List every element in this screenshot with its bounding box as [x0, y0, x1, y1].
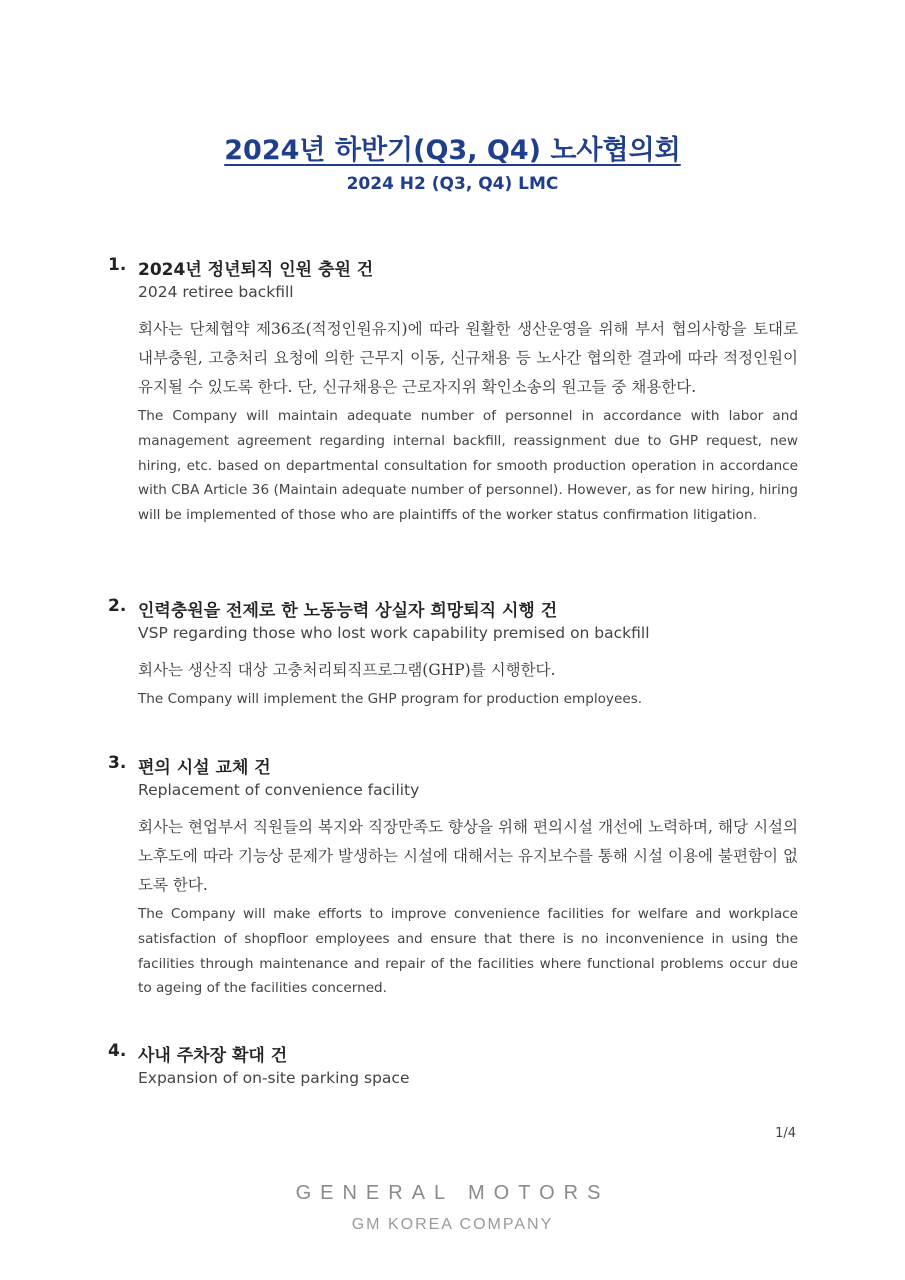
section-body-ko: 회사는 생산직 대상 고충처리퇴직프로그램(GHP)를 시행한다.	[138, 661, 556, 679]
section-body-ko: 회사는 단체협약 제36조(적정인원유지)에 따라 원활한 생산운영을 위해 부서 협의사항을 토대로 내부충원, 고충처리 요청에 의한 근무지 이동, 신규채용 등 노사간 협의한 결과에 따라 적정인원이 유지될 수 있도록 한다. 단, 신규채용은 근로자지위 확인소송의 원고들 중 채용한다.	[138, 320, 798, 396]
section-title-ko: 인력충원을 전제로 한 노동능력 상실자 희망퇴직 시행 건	[138, 601, 558, 621]
section-number: 1.	[108, 255, 127, 275]
section-title-en: VSP regarding those who lost work capability premised on backfill	[138, 624, 650, 642]
section-title-ko: 2024년 정년퇴직 인원 충원 건	[138, 260, 374, 280]
section-body-en: The Company will maintain adequate number of personnel in accordance with labor and management agreement regarding internal backfill, reassignment due to GHP request, new hiring, etc. based on departmental consultation for smooth production operation in accordance with CBA Article 36 (Maintain adequate number of personnel). However, as for new hiring, hiring will be implemented of those who are plaintiffs of the worker status confirmation litigation.	[138, 408, 798, 524]
footer-brand-logo: GENERAL MOTORS	[295, 1182, 610, 1204]
section-parking-expansion	[108, 1041, 808, 1087]
document-title: 2024년 하반기(Q3, Q4) 노사협의회	[224, 135, 681, 166]
section-body-ko: 회사는 현업부서 직원들의 복지와 직장만족도 향상을 위해 편의시설 개선에 노력하며, 해당 시설의 노후도에 따라 기능상 문제가 발생하는 시설에 대해서는 유지보수를 통해 시설 이용에 불편함이 없도록 한다.	[138, 818, 798, 894]
section-retiree-backfill	[108, 255, 808, 528]
section-convenience-facility	[108, 753, 808, 1001]
section-vsp	[108, 596, 808, 712]
document-subtitle: 2024 H2 (Q3, Q4) LMC	[346, 174, 559, 194]
section-title-en: Replacement of convenience facility	[138, 781, 420, 799]
section-number: 2.	[108, 596, 127, 616]
section-title-en: 2024 retiree backfill	[138, 283, 294, 301]
section-number: 4.	[108, 1041, 127, 1061]
section-title-ko: 편의 시설 교체 건	[138, 758, 271, 778]
section-number: 3.	[108, 753, 127, 773]
section-body-en: The Company will implement the GHP program for production employees.	[138, 691, 643, 707]
section-title-en: Expansion of on-site parking space	[138, 1069, 410, 1087]
section-title-ko: 사내 주차장 확대 건	[138, 1046, 288, 1066]
section-body-en: The Company will make efforts to improve convenience facilities for welfare and workplace satisfaction of shopfloor employees and ensure that there is no inconvenience in using the facilities through maintenance and repair of the facilities where functional problems occur due to ageing of the facilities concerned.	[138, 906, 798, 997]
footer-company-name: GM KOREA COMPANY	[351, 1216, 554, 1233]
page-number: 1/4	[775, 1126, 796, 1141]
